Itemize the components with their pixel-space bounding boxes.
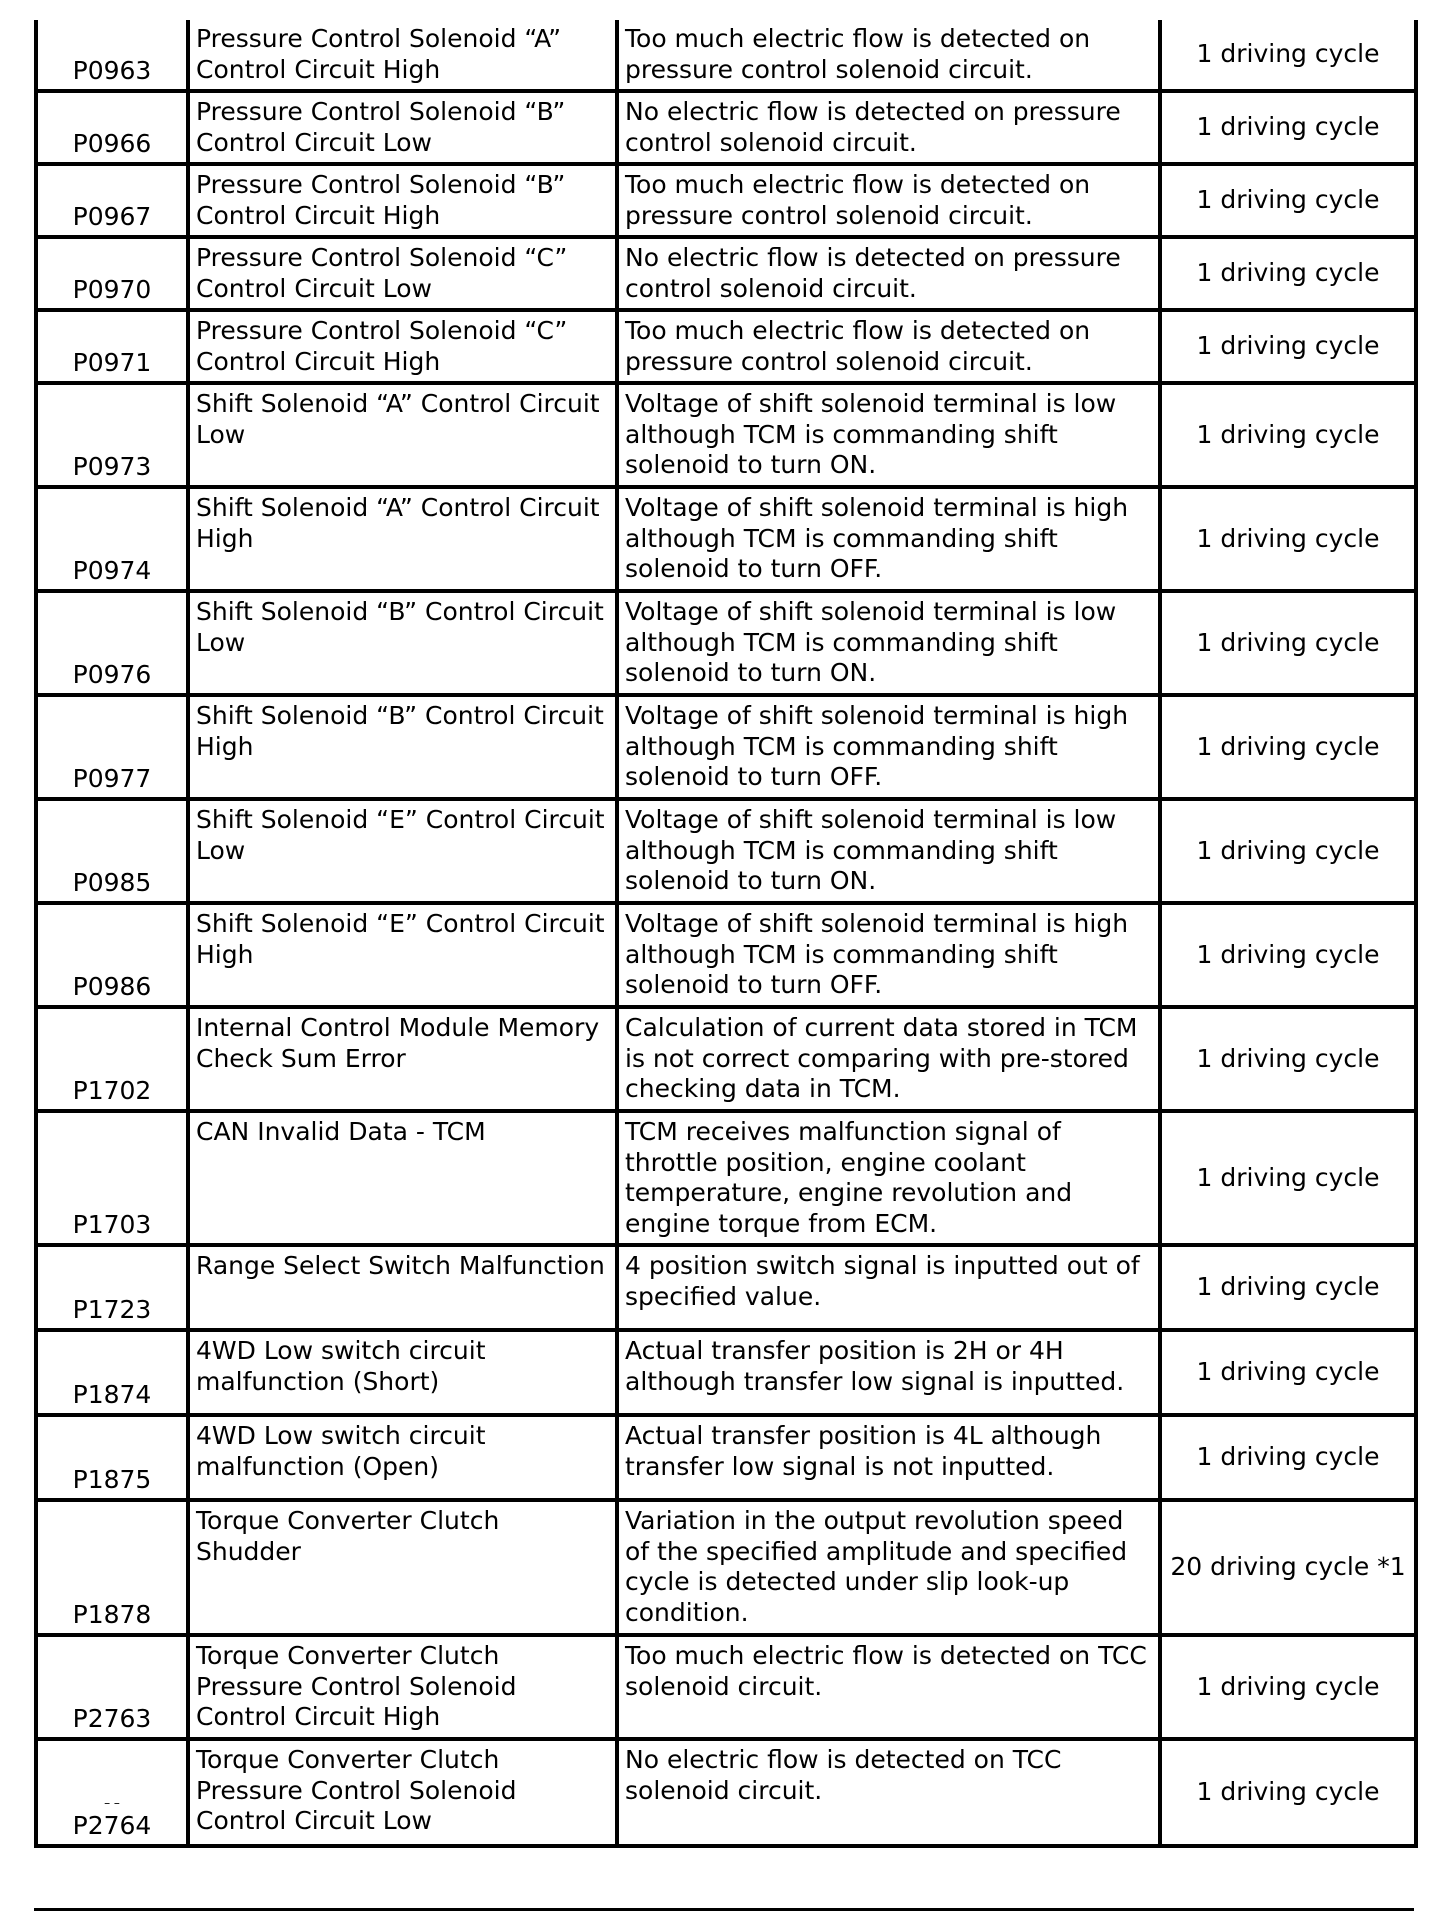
scan-mark: – – [104, 1795, 120, 1810]
dtc-description: Torque Converter Clutch Shudder [188, 1500, 617, 1635]
dtc-driving-cycle: 1 driving cycle [1160, 1635, 1416, 1739]
dtc-driving-cycle: 1 driving cycle [1160, 1330, 1416, 1415]
table-row [36, 1111, 1416, 1245]
table-row [36, 1415, 1416, 1500]
dtc-code: P0963 [36, 20, 188, 91]
dtc-driving-cycle: 1 driving cycle [1160, 1007, 1416, 1111]
dtc-detection-condition: Voltage of shift solenoid terminal is high although TCM is commanding shift solenoid to turn OFF. [617, 695, 1160, 799]
dtc-code: P2764 [72, 1810, 152, 1840]
table-row [36, 164, 1416, 237]
dtc-detection-condition: Actual transfer position is 4L although transfer low signal is not inputted. [617, 1415, 1160, 1500]
dtc-driving-cycle: 1 driving cycle [1160, 1245, 1416, 1330]
dtc-description: Pressure Control Solenoid “B” Control Circuit High [188, 164, 617, 237]
dtc-description: Pressure Control Solenoid “A” Control Circuit High [188, 20, 617, 91]
dtc-code: P0974 [36, 487, 188, 591]
dtc-detection-condition: Voltage of shift solenoid terminal is low although TCM is commanding shift solenoid to turn ON. [617, 383, 1160, 487]
table-row [36, 20, 1416, 91]
dtc-driving-cycle: 1 driving cycle [1160, 237, 1416, 310]
dtc-description: Range Select Switch Malfunction [188, 1245, 617, 1330]
table-row [36, 1330, 1416, 1415]
dtc-code: P1702 [36, 1007, 188, 1111]
dtc-driving-cycle: 1 driving cycle [1160, 591, 1416, 695]
dtc-code: P1875 [36, 1415, 188, 1500]
table-row [36, 1007, 1416, 1111]
dtc-code: P0977 [36, 695, 188, 799]
dtc-driving-cycle: 1 driving cycle [1160, 164, 1416, 237]
dtc-driving-cycle: 1 driving cycle [1160, 799, 1416, 903]
dtc-description: Shift Solenoid “B” Control Circuit High [188, 695, 617, 799]
table-row [36, 237, 1416, 310]
dtc-description: Shift Solenoid “E” Control Circuit Low [188, 799, 617, 903]
dtc-driving-cycle: 1 driving cycle [1160, 1111, 1416, 1245]
dtc-description: Torque Converter Clutch Pressure Control Solenoid Control Circuit Low [188, 1739, 617, 1846]
dtc-code: P0970 [36, 237, 188, 310]
dtc-description: Pressure Control Solenoid “C” Control Circuit High [188, 310, 617, 383]
dtc-code: P1874 [36, 1330, 188, 1415]
dtc-code: P0971 [36, 310, 188, 383]
table-row [36, 1245, 1416, 1330]
dtc-description: Shift Solenoid “A” Control Circuit High [188, 487, 617, 591]
dtc-code: P0985 [36, 799, 188, 903]
dtc-description: 4WD Low switch circuit malfunction (Open) [188, 1415, 617, 1500]
dtc-description: Shift Solenoid “B” Control Circuit Low [188, 591, 617, 695]
table-row [36, 591, 1416, 695]
table-row [36, 91, 1416, 164]
dtc-driving-cycle: 1 driving cycle [1160, 310, 1416, 383]
dtc-code: P0967 [36, 164, 188, 237]
table-row [36, 799, 1416, 903]
dtc-code: P1703 [36, 1111, 188, 1245]
dtc-description: Pressure Control Solenoid “C” Control Circuit Low [188, 237, 617, 310]
dtc-driving-cycle: 1 driving cycle [1160, 91, 1416, 164]
dtc-driving-cycle: 1 driving cycle [1160, 903, 1416, 1007]
dtc-description: Internal Control Module Memory Check Sum Error [188, 1007, 617, 1111]
dtc-detection-condition: Too much electric flow is detected on pressure control solenoid circuit. [617, 164, 1160, 237]
dtc-driving-cycle: 1 driving cycle [1160, 20, 1416, 91]
dtc-code: P0976 [36, 591, 188, 695]
table-row [36, 310, 1416, 383]
dtc-detection-condition: No electric flow is detected on pressure control solenoid circuit. [617, 91, 1160, 164]
dtc-code-cell [36, 1739, 188, 1846]
dtc-detection-condition: Calculation of current data stored in TCM is not correct comparing with pre-stored checking data in TCM. [617, 1007, 1160, 1111]
dtc-description: 4WD Low switch circuit malfunction (Short) [188, 1330, 617, 1415]
dtc-description: Pressure Control Solenoid “B” Control Circuit Low [188, 91, 617, 164]
dtc-table-body [36, 20, 1416, 1846]
dtc-detection-condition: Voltage of shift solenoid terminal is low although TCM is commanding shift solenoid to turn ON. [617, 799, 1160, 903]
dtc-detection-condition: Voltage of shift solenoid terminal is high although TCM is commanding shift solenoid to turn OFF. [617, 487, 1160, 591]
dtc-code: P2763 [36, 1635, 188, 1739]
dtc-detection-condition: Too much electric flow is detected on pressure control solenoid circuit. [617, 310, 1160, 383]
dtc-table [34, 20, 1418, 1848]
dtc-description: Shift Solenoid “E” Control Circuit High [188, 903, 617, 1007]
dtc-code: P0986 [36, 903, 188, 1007]
dtc-code: P0966 [36, 91, 188, 164]
table-row [36, 383, 1416, 487]
dtc-detection-condition: No electric flow is detected on TCC solenoid circuit. [617, 1739, 1160, 1846]
dtc-code: P1878 [36, 1500, 188, 1635]
dtc-detection-condition: Actual transfer position is 2H or 4H although transfer low signal is inputted. [617, 1330, 1160, 1415]
dtc-detection-condition: Variation in the output revolution speed of the specified amplitude and specified cycle is detected under slip look-up condition. [617, 1500, 1160, 1635]
dtc-code: P1723 [36, 1245, 188, 1330]
dtc-detection-condition: Too much electric flow is detected on TCC solenoid circuit. [617, 1635, 1160, 1739]
dtc-detection-condition: TCM receives malfunction signal of throttle position, engine coolant temperature, engine revolution and engine torque from ECM. [617, 1111, 1160, 1245]
table-row [36, 903, 1416, 1007]
dtc-driving-cycle: 1 driving cycle [1160, 1415, 1416, 1500]
dtc-detection-condition: Too much electric flow is detected on pressure control solenoid circuit. [617, 20, 1160, 91]
table-row [36, 1739, 1416, 1846]
dtc-driving-cycle: 1 driving cycle [1160, 383, 1416, 487]
dtc-detection-condition: Voltage of shift solenoid terminal is low although TCM is commanding shift solenoid to turn ON. [617, 591, 1160, 695]
dtc-driving-cycle: 1 driving cycle [1160, 487, 1416, 591]
dtc-detection-condition: 4 position switch signal is inputted out of specified value. [617, 1245, 1160, 1330]
table-row [36, 1635, 1416, 1739]
dtc-detection-condition: No electric flow is detected on pressure control solenoid circuit. [617, 237, 1160, 310]
dtc-description: Shift Solenoid “A” Control Circuit Low [188, 383, 617, 487]
dtc-driving-cycle: 1 driving cycle [1160, 1739, 1416, 1846]
bottom-rule [34, 1908, 1414, 1911]
table-row [36, 1500, 1416, 1635]
table-row [36, 695, 1416, 799]
dtc-code: P0973 [36, 383, 188, 487]
dtc-description: Torque Converter Clutch Pressure Control Solenoid Control Circuit High [188, 1635, 617, 1739]
dtc-driving-cycle: 20 driving cycle *1 [1160, 1500, 1416, 1635]
dtc-driving-cycle: 1 driving cycle [1160, 695, 1416, 799]
dtc-description: CAN Invalid Data - TCM [188, 1111, 617, 1245]
dtc-detection-condition: Voltage of shift solenoid terminal is high although TCM is commanding shift solenoid to turn OFF. [617, 903, 1160, 1007]
table-row [36, 487, 1416, 591]
